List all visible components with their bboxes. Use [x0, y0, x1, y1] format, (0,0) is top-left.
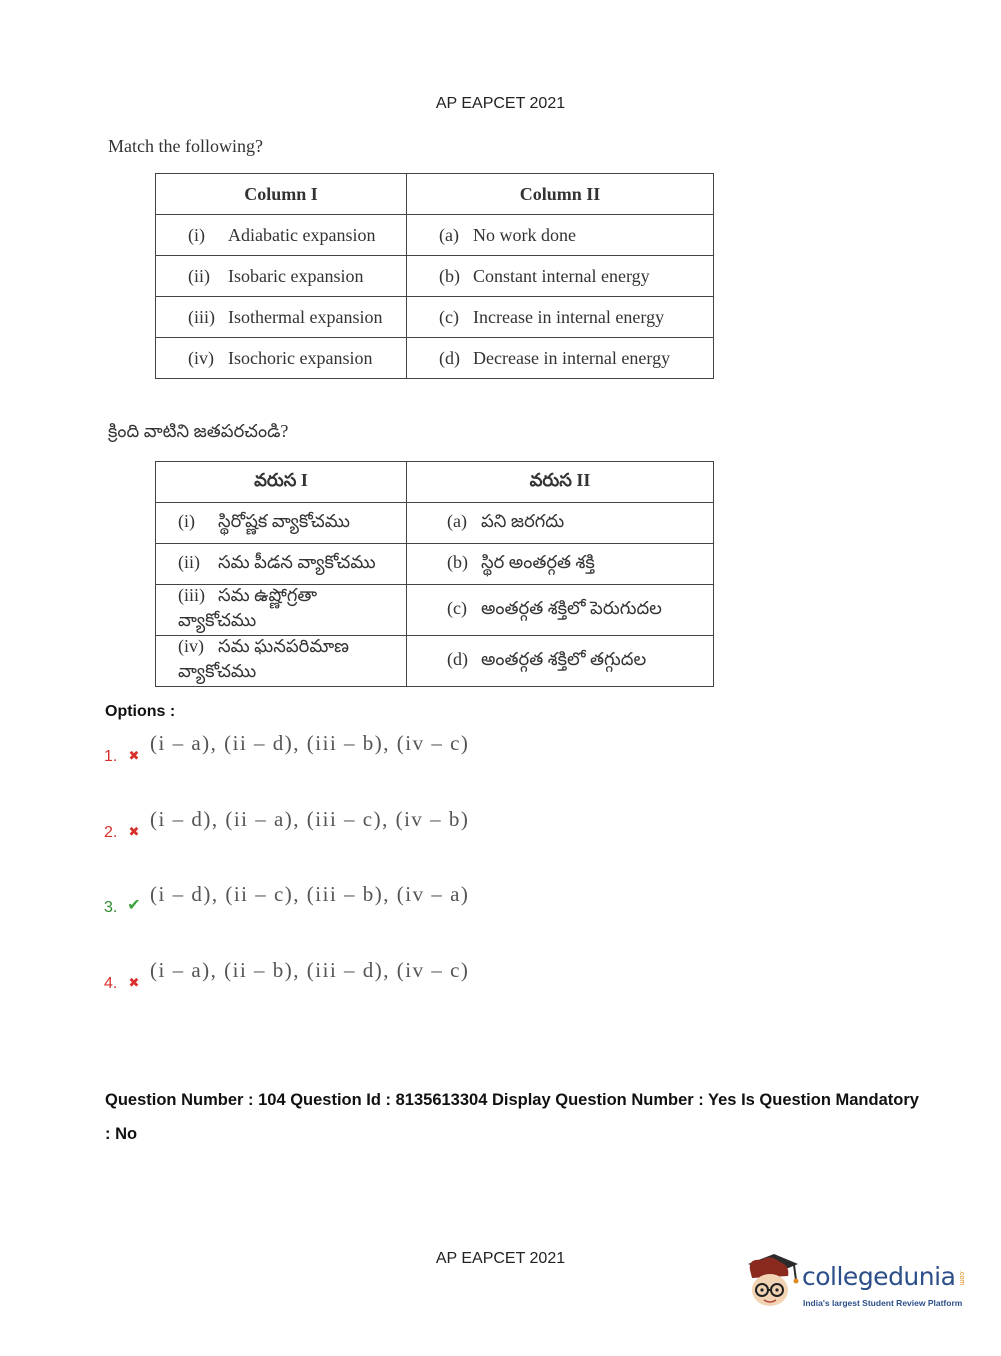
table-row [156, 585, 714, 636]
cross-icon: ✖ [128, 748, 140, 763]
column-1-cell: Isobaric expansion [228, 265, 364, 286]
cross-icon: ✖ [128, 975, 140, 990]
option-text: (i – a), (ii – d), (iii – b), (iv – c) [150, 731, 470, 755]
cross-icon: ✖ [128, 824, 140, 839]
row-letter: (d) [439, 347, 460, 368]
row-letter: (c) [447, 597, 467, 618]
options-label: Options : [105, 703, 176, 720]
table-row [156, 544, 714, 585]
table-row [156, 256, 714, 297]
column-1-cell: సమ ఘనపరిమాణ వ్యాకోచము [178, 636, 350, 681]
option-text: (i – d), (ii – a), (iii – c), (iv – b) [150, 807, 470, 831]
table-row [156, 338, 714, 379]
option-number: 1. [104, 748, 118, 765]
column-2-cell: అంతర్గత శక్తిలో పెరుగుదల [481, 597, 662, 618]
option-text: (i – a), (ii – b), (iii – d), (iv – c) [150, 958, 470, 982]
logo-tagline: India's largest Student Review Platform [803, 1298, 963, 1308]
row-letter: (b) [447, 551, 468, 572]
table-row [156, 215, 714, 256]
option-number: 2. [104, 824, 118, 841]
row-index: (i) [188, 224, 205, 245]
row-letter: (b) [439, 265, 460, 286]
row-index: (ii) [188, 265, 210, 286]
row-letter: (d) [447, 648, 468, 669]
page-header: AP EAPCET 2021 [435, 95, 566, 112]
match-table-en [155, 173, 714, 379]
column-2-cell: Decrease in internal energy [473, 347, 671, 368]
row-index: (iii) [188, 306, 215, 327]
row-index: (iv) [178, 636, 204, 656]
row-index: (iii) [178, 585, 205, 605]
column-1-cell: సమ పీడన వ్యాకోచము [218, 551, 376, 572]
option-2[interactable] [104, 807, 470, 842]
column-1-header: వరుస I [156, 462, 407, 503]
row-letter: (a) [439, 224, 459, 245]
column-2-cell: Increase in internal energy [473, 306, 665, 327]
table-row [156, 636, 714, 687]
table-row [156, 297, 714, 338]
match-table-te [155, 461, 714, 687]
column-1-header: Column I [156, 174, 407, 215]
column-2-cell: అంతర్గత శక్తిలో తగ్గుదల [481, 648, 647, 669]
row-letter: (a) [447, 510, 467, 531]
mascot-icon [740, 1250, 802, 1312]
option-text: (i – d), (ii – c), (iii – b), (iv – a) [150, 882, 470, 906]
column-1-cell: Isothermal expansion [228, 306, 383, 327]
check-icon: ✔ [127, 897, 141, 914]
row-index: (ii) [178, 551, 200, 572]
column-2-header: Column II [407, 174, 714, 215]
table-row [156, 503, 714, 544]
column-2-header: వరుస II [407, 462, 714, 503]
column-2-cell: No work done [473, 224, 576, 245]
collegedunia-logo[interactable] [740, 1250, 970, 1320]
question-metadata: Question Number : 104 Question Id : 8135613304 Display Question Number : Yes Is Question Mandatory : No [105, 1091, 919, 1143]
option-number: 4. [104, 975, 118, 992]
column-1-cell: Isochoric expansion [228, 347, 373, 368]
column-1-cell: Adiabatic expansion [228, 224, 376, 245]
option-1[interactable] [104, 731, 470, 766]
option-number: 3. [104, 899, 118, 916]
column-2-cell: Constant internal energy [473, 265, 650, 286]
option-3[interactable] [104, 882, 470, 917]
row-letter: (c) [439, 306, 459, 327]
column-2-cell: పని జరగదు [481, 510, 565, 531]
logo-wordmark: collegedunia [802, 1262, 956, 1291]
row-index: (iv) [188, 347, 214, 368]
column-2-cell: స్థిర అంతర్గత శక్తి [481, 551, 595, 572]
column-1-cell: స్థిరోష్ణక వ్యాకోచము [218, 510, 351, 531]
logo-domain: .com [958, 1270, 965, 1286]
option-4[interactable] [104, 958, 470, 993]
column-1-cell: సమ ఉష్ణోగ్రతా వ్యాకోచము [178, 585, 318, 630]
question-prompt-te: క్రింది వాటిని జతపరచండి? [108, 421, 289, 441]
row-index: (i) [178, 510, 195, 531]
page-footer: AP EAPCET 2021 [435, 1250, 566, 1267]
question-prompt-en: Match the following? [108, 136, 263, 156]
